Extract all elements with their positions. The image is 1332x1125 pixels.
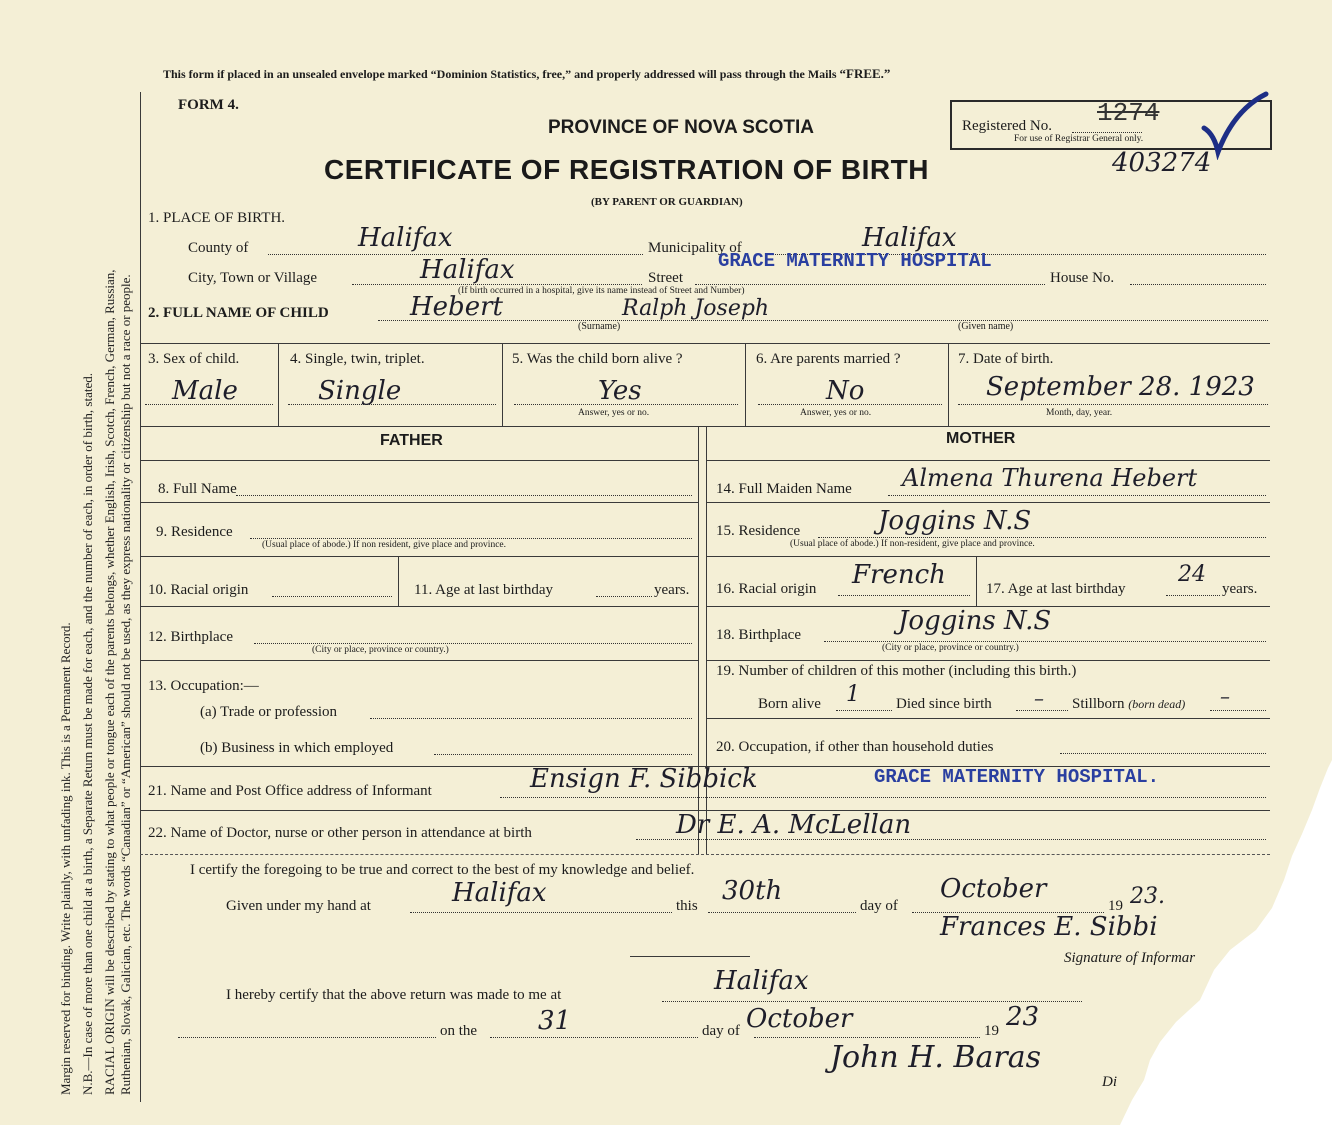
- parents-married-label: 6. Are parents married ?: [756, 351, 901, 367]
- father-age-unit: years.: [654, 582, 690, 598]
- margin-racial-note-2: Ruthenian, Slovak, Galician, etc. The words “Canadian” or “American” should not be used, as they express nationality or citizenship but not a race or people.: [118, 274, 133, 1095]
- born-alive-note: Answer, yes or no.: [578, 408, 650, 418]
- single-label: 4. Single, twin, triplet.: [290, 351, 425, 367]
- single-value: Single: [318, 376, 402, 406]
- mother-age-value: 24: [1178, 562, 1206, 587]
- mother-residence-note: (Usual place of abode.) If non-resident, give place and province.: [790, 539, 1035, 549]
- mail-notice: This form if placed in an unsealed envelope marked “Dominion Statistics, free,” and properly addressed will pass through the Mails: [163, 67, 837, 81]
- registrar-on-label: on the: [440, 1023, 478, 1039]
- registrar-year-prefix: 19: [984, 1023, 999, 1039]
- certificate-title: CERTIFICATE OF REGISTRATION OF BIRTH: [324, 154, 929, 185]
- doctor-label: 22. Name of Doctor, nurse or other person in attendance at birth: [148, 825, 532, 841]
- county-value: Halifax: [358, 223, 453, 253]
- stillborn-value: –: [1220, 684, 1230, 708]
- registrar-statement: I hereby certify that the above return was made to me at: [226, 987, 562, 1003]
- mother-heading: MOTHER: [946, 430, 1016, 447]
- born-alive-count-value: 1: [846, 682, 860, 707]
- father-occupation-label: 13. Occupation:—: [148, 678, 259, 694]
- dob-label: 7. Date of birth.: [958, 351, 1054, 367]
- register-extra-number: 403274: [1112, 148, 1212, 178]
- certificate-subtitle: (BY PARENT OR GUARDIAN): [591, 196, 743, 208]
- left-frame-line: [140, 92, 141, 1102]
- mother-age-unit: years.: [1222, 581, 1258, 597]
- surname-note: (Surname): [578, 321, 621, 332]
- father-birthplace-note: (City or place, province or country.): [312, 645, 449, 655]
- born-alive-value: Yes: [598, 376, 642, 406]
- informant-signature-line: Frances E. Sibbi: [940, 912, 1158, 942]
- father-residence-label: 9. Residence: [156, 524, 233, 540]
- municipality-value: Halifax: [862, 223, 957, 253]
- registrar-signature-caption: Di: [1102, 1074, 1117, 1090]
- died-since-birth-value: –: [1034, 686, 1044, 710]
- margin-nb-note: N.B.—In case of more than one child at a birth, a Separate Return must be made for each, and the number of each, in order of birth, stated.: [80, 373, 95, 1095]
- city-label: City, Town or Village: [188, 270, 318, 286]
- stillborn-note: (born dead): [1128, 697, 1186, 711]
- registered-number: 1274: [1097, 98, 1160, 128]
- given-at-label: Given under my hand at: [226, 898, 371, 914]
- mother-residence-label: 15. Residence: [716, 523, 801, 539]
- registrar-day-of-label: day of: [702, 1023, 740, 1039]
- certify-statement: I certify the foregoing to be true and correct to the best of my knowledge and belief.: [190, 862, 695, 878]
- father-birthplace-label: 12. Birthplace: [148, 629, 233, 645]
- father-business-label: (b) Business in which employed: [200, 740, 394, 756]
- mother-birthplace-value: Joggins N.S: [898, 606, 1052, 636]
- informant-signature-caption: Signature of Informar: [1064, 950, 1196, 966]
- child-given-names: Ralph Joseph: [622, 296, 770, 321]
- city-value: Halifax: [420, 255, 515, 285]
- parents-married-value: No: [826, 376, 865, 406]
- registrar-signature: John H. Baras: [830, 1040, 1042, 1075]
- born-alive-count-label: Born alive: [758, 696, 821, 712]
- dob-value: September 28. 1923: [986, 372, 1255, 402]
- born-alive-label: 5. Was the child born alive ?: [512, 351, 683, 367]
- place-heading: 1. PLACE OF BIRTH.: [148, 210, 286, 226]
- informant-signature: Ensign F. Sibbick: [530, 764, 758, 794]
- mother-children-label: 19. Number of children of this mother (including this birth.): [716, 663, 1077, 679]
- mother-racial-label: 16. Racial origin: [716, 581, 817, 597]
- given-name-note: (Given name): [958, 321, 1014, 332]
- mother-age-label: 17. Age at last birthday: [986, 581, 1126, 597]
- died-since-birth-label: Died since birth: [896, 696, 992, 712]
- father-name-label: 8. Full Name: [158, 481, 237, 497]
- mother-racial-value: French: [852, 560, 946, 590]
- street-stamp: GRACE MATERNITY HOSPITAL: [718, 250, 992, 272]
- father-age-label: 11. Age at last birthday: [414, 582, 553, 598]
- given-at-place: Halifax: [452, 878, 547, 908]
- house-number-label: House No.: [1050, 270, 1115, 286]
- dob-note: Month, day, year.: [1046, 408, 1113, 418]
- father-residence-note: (Usual place of abode.) If non resident, give place and province.: [262, 540, 506, 550]
- form-number: FORM 4.: [178, 97, 239, 113]
- registrar-month-value: October: [746, 1004, 853, 1034]
- registered-sub-note: For use of Registrar General only.: [1014, 134, 1144, 144]
- hospital-note: (If birth occurred in a hospital, give its name instead of Street and Number): [458, 286, 745, 296]
- parents-married-note: Answer, yes or no.: [800, 408, 872, 418]
- registrar-day-value: 31: [538, 1006, 572, 1036]
- margin-racial-note: RACIAL ORIGIN will be described by stating to what people or tongue each of the parents belongs, whether English, Irish, Scotch, French, German, Russian,: [102, 269, 117, 1095]
- mother-name-label: 14. Full Maiden Name: [716, 481, 852, 497]
- registrar-place: Halifax: [714, 966, 809, 996]
- sex-value: Male: [172, 376, 238, 406]
- child-surname: Hebert: [410, 292, 503, 322]
- mother-residence-value: Joggins N.S: [878, 506, 1032, 536]
- child-name-label: 2. FULL NAME OF CHILD: [148, 305, 329, 321]
- registrar-year-value: 23: [1006, 1002, 1040, 1032]
- doctor-value: Dr E. A. McLellan: [676, 810, 912, 840]
- informant-stamp: GRACE MATERNITY HOSPITAL.: [874, 766, 1160, 788]
- father-racial-label: 10. Racial origin: [148, 582, 249, 598]
- mother-birthplace-note: (City or place, province or country.): [882, 643, 1019, 653]
- informant-label: 21. Name and Post Office address of Informant: [148, 783, 432, 799]
- certify-year-value: 23.: [1130, 884, 1165, 909]
- sex-label: 3. Sex of child.: [148, 351, 240, 367]
- mother-birthplace-label: 18. Birthplace: [716, 627, 801, 643]
- province-heading: PROVINCE OF NOVA SCOTIA: [548, 117, 815, 138]
- mother-occupation-label: 20. Occupation, if other than household duties: [716, 739, 994, 755]
- torn-corner: [1080, 760, 1332, 1125]
- father-trade-label: (a) Trade or profession: [200, 704, 338, 720]
- county-label: County of: [188, 240, 249, 256]
- certify-year-prefix: 19: [1108, 898, 1123, 914]
- street-label: Street: [648, 270, 683, 286]
- margin-binding-note: Margin reserved for binding. Write plainly, with unfading ink. This is a Permanent Record.: [58, 622, 73, 1095]
- registered-label: Registered No.: [962, 118, 1052, 134]
- father-heading: FATHER: [380, 432, 443, 449]
- mail-notice-free: “FREE.”: [839, 66, 891, 81]
- certify-day-of-label: day of: [860, 898, 898, 914]
- certify-day-value: 30th: [722, 876, 783, 906]
- this-label: this: [676, 898, 698, 914]
- certify-month-value: October: [940, 874, 1047, 904]
- mother-name-value: Almena Thurena Hebert: [902, 464, 1198, 492]
- municipality-label: Municipality of: [648, 240, 742, 256]
- stillborn-label: Stillborn: [1072, 696, 1125, 712]
